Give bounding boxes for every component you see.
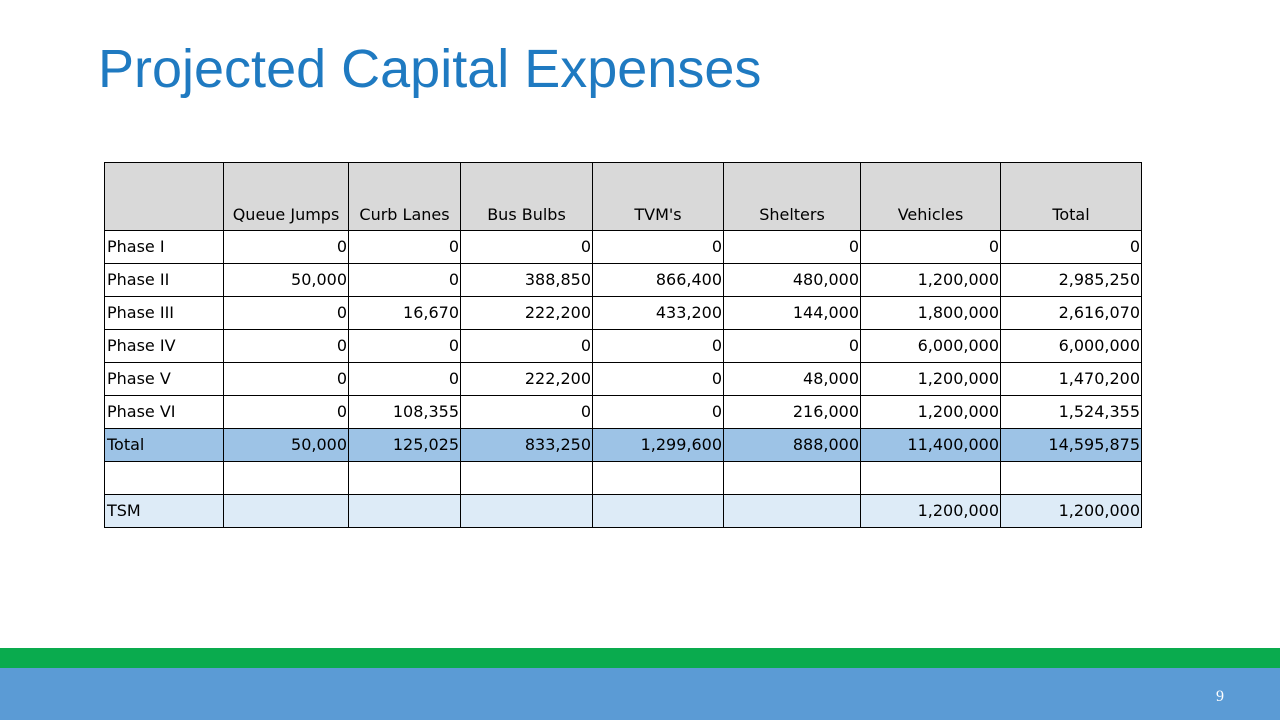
capital-expenses-table (104, 162, 1142, 528)
table-cell: 0 (593, 330, 724, 363)
header-cell: Queue Jumps (224, 163, 349, 231)
table-row (105, 330, 1142, 363)
table-cell (1001, 462, 1142, 495)
header-cell: Shelters (724, 163, 861, 231)
table-cell: 6,000,000 (1001, 330, 1142, 363)
table-cell: 144,000 (724, 297, 861, 330)
table-cell (224, 462, 349, 495)
row-label: Phase I (105, 231, 224, 264)
row-label: TSM (105, 495, 224, 528)
table-cell: 216,000 (724, 396, 861, 429)
table-cell: 50,000 (224, 429, 349, 462)
table-row (105, 363, 1142, 396)
table-cell: 0 (593, 363, 724, 396)
table-cell: 1,800,000 (861, 297, 1001, 330)
table-cell: 0 (224, 396, 349, 429)
table-cell: 1,200,000 (1001, 495, 1142, 528)
table-cell: 0 (349, 330, 461, 363)
table-cell: 0 (349, 231, 461, 264)
table-cell: 108,355 (349, 396, 461, 429)
table-cell (349, 495, 461, 528)
table-cell (349, 462, 461, 495)
header-cell: Curb Lanes (349, 163, 461, 231)
table-cell: 0 (349, 264, 461, 297)
header-cell (105, 163, 224, 231)
table-cell: 16,670 (349, 297, 461, 330)
table-cell: 0 (1001, 231, 1142, 264)
header-cell: Bus Bulbs (461, 163, 593, 231)
table-cell: 888,000 (724, 429, 861, 462)
table-cell (461, 462, 593, 495)
table-cell: 0 (224, 231, 349, 264)
table-cell: 1,200,000 (861, 363, 1001, 396)
table-cell (593, 495, 724, 528)
table-cell: 0 (724, 330, 861, 363)
total-row (105, 429, 1142, 462)
table-cell: 14,595,875 (1001, 429, 1142, 462)
row-label: Total (105, 429, 224, 462)
table-cell: 0 (461, 396, 593, 429)
table-cell: 0 (724, 231, 861, 264)
empty-row (105, 462, 1142, 495)
slide-title: Projected Capital Expenses (98, 39, 762, 99)
table-row (105, 396, 1142, 429)
table-cell: 1,299,600 (593, 429, 724, 462)
row-label: Phase III (105, 297, 224, 330)
table-cell: 48,000 (724, 363, 861, 396)
table-cell: 50,000 (224, 264, 349, 297)
page-number: 9 (1216, 688, 1224, 705)
table-cell (724, 462, 861, 495)
header-cell: Vehicles (861, 163, 1001, 231)
table-row (105, 231, 1142, 264)
table-cell: 0 (224, 363, 349, 396)
table-row (105, 264, 1142, 297)
table-cell: 2,985,250 (1001, 264, 1142, 297)
table-row (105, 297, 1142, 330)
header-cell: TVM's (593, 163, 724, 231)
row-label: Phase V (105, 363, 224, 396)
footer-green-band (0, 648, 1280, 668)
table-cell: 388,850 (461, 264, 593, 297)
table-cell: 222,200 (461, 363, 593, 396)
table-cell: 0 (224, 330, 349, 363)
table-cell: 0 (349, 363, 461, 396)
table-cell: 1,524,355 (1001, 396, 1142, 429)
table-cell: 0 (593, 396, 724, 429)
table-cell (224, 495, 349, 528)
table-cell: 2,616,070 (1001, 297, 1142, 330)
table-cell (593, 462, 724, 495)
table-cell: 11,400,000 (861, 429, 1001, 462)
table-cell: 6,000,000 (861, 330, 1001, 363)
table-cell: 1,470,200 (1001, 363, 1142, 396)
table-cell: 1,200,000 (861, 396, 1001, 429)
row-label: Phase IV (105, 330, 224, 363)
header-cell: Total (1001, 163, 1142, 231)
row-label: Phase II (105, 264, 224, 297)
table-cell: 0 (461, 330, 593, 363)
tsm-row (105, 495, 1142, 528)
table-cell: 480,000 (724, 264, 861, 297)
table-cell: 0 (461, 231, 593, 264)
table-cell: 866,400 (593, 264, 724, 297)
table-cell: 1,200,000 (861, 264, 1001, 297)
table-cell: 0 (861, 231, 1001, 264)
table-cell: 0 (593, 231, 724, 264)
table-cell (861, 462, 1001, 495)
table-cell: 125,025 (349, 429, 461, 462)
footer-blue-band (0, 668, 1280, 720)
row-label: Phase VI (105, 396, 224, 429)
table-cell (461, 495, 593, 528)
table-cell: 1,200,000 (861, 495, 1001, 528)
table-header-row (105, 163, 1142, 231)
table-cell: 433,200 (593, 297, 724, 330)
table-cell: 222,200 (461, 297, 593, 330)
table-cell (724, 495, 861, 528)
table-cell: 833,250 (461, 429, 593, 462)
row-label (105, 462, 224, 495)
table-cell: 0 (224, 297, 349, 330)
